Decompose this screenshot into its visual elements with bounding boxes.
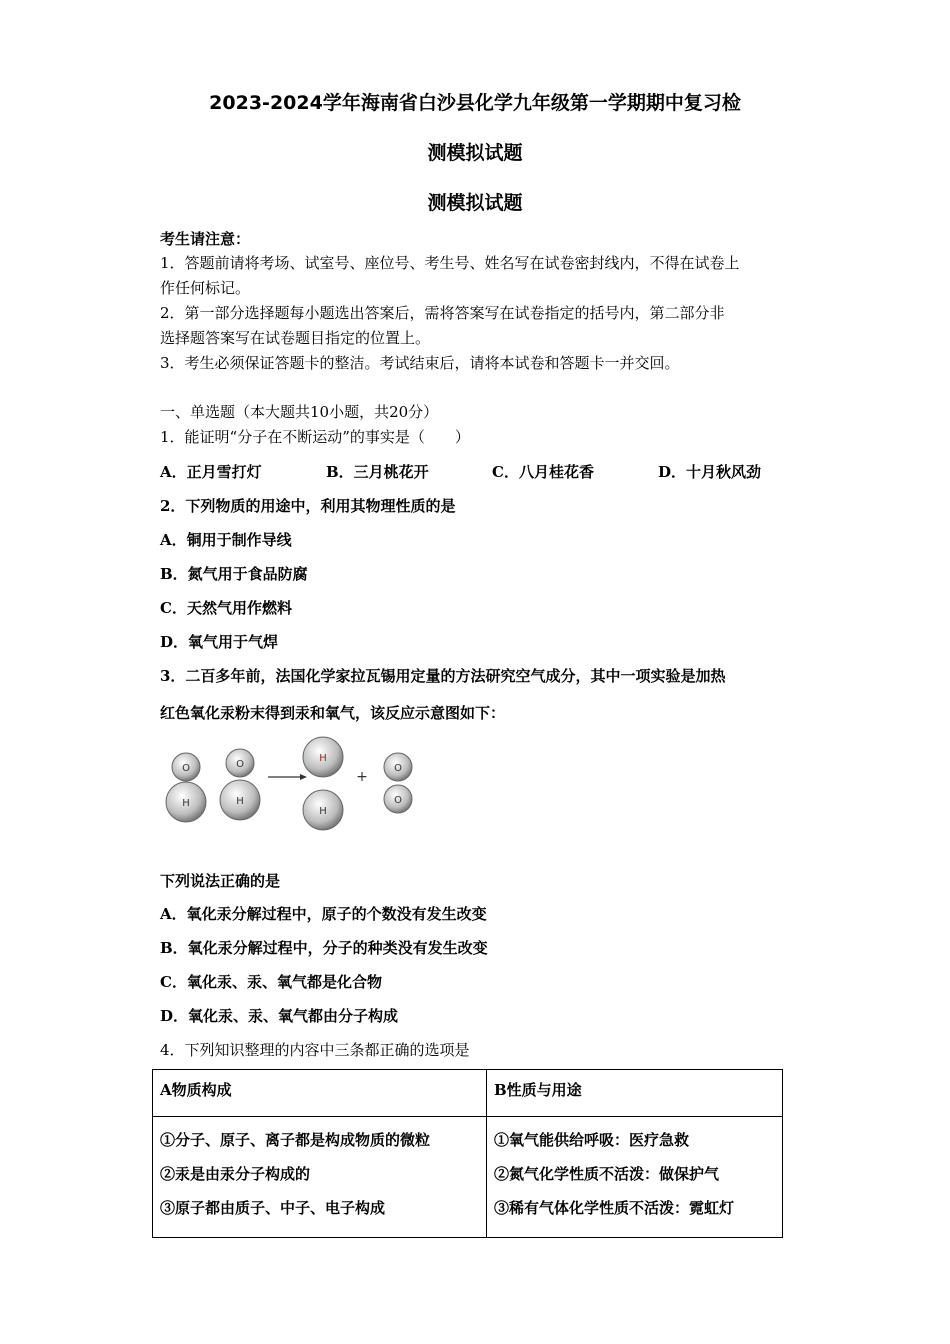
q1-option-d: D．十月秋风劲 <box>658 463 762 481</box>
q1-stem: 1．能证明“分子在不断运动”的事实是（ ） <box>160 428 470 446</box>
oxygen-atom-label: O <box>236 759 244 770</box>
page-title-continued: 测模拟试题 <box>427 142 523 164</box>
list-item: ③原子都由质子、中子、电子构成 <box>160 1199 386 1217</box>
table-header-b: B性质与用途 <box>487 1070 783 1117</box>
q3-option-b: B．氧化汞分解过程中，分子的种类没有发生改变 <box>160 939 488 957</box>
table-cell-a <box>153 1117 487 1238</box>
reaction-arrow <box>268 774 307 780</box>
list-item: ②氮气化学性质不活泼：做保护气 <box>494 1165 720 1183</box>
page-subtitle: 测模拟试题 <box>427 192 523 214</box>
mercury-atom-label: H <box>236 796 244 807</box>
q2-option-c: C．天然气用作燃料 <box>160 599 292 617</box>
q2-option-b: B．氮气用于食品防腐 <box>160 565 308 583</box>
q3-stem-cont: 红色氧化汞粉末得到汞和氧气，该反应示意图如下： <box>160 704 506 722</box>
reaction-diagram <box>160 735 420 835</box>
oxygen-atom-label: O <box>182 763 190 774</box>
q2-stem: 2．下列物质的用途中，利用其物理性质的是 <box>160 497 456 515</box>
oxygen-molecule <box>384 753 412 813</box>
q3-option-d: D．氧化汞、汞、氧气都由分子构成 <box>160 1007 399 1025</box>
notice-item-2-cont: 选择题答案写在试卷题目指定的位置上。 <box>160 329 431 347</box>
table-header-a: A物质构成 <box>153 1070 487 1117</box>
mercury-atoms <box>303 737 343 830</box>
list-item: ①氧气能供给呼吸：医疗急救 <box>494 1131 690 1149</box>
q4-stem: 4．下列知识整理的内容中三条都正确的选项是 <box>160 1041 470 1059</box>
list-item: ①分子、原子、离子都是构成物质的微粒 <box>160 1131 431 1149</box>
mercury-atom-label: H <box>319 806 327 817</box>
list-item: ②汞是由汞分子构成的 <box>160 1165 311 1183</box>
notice-item-1: 1．答题前请将考场、试室号、座位号、考生号、姓名写在试卷密封线内，不得在试卷上 <box>160 254 740 272</box>
table-cell-b <box>487 1117 783 1238</box>
q3-stem: 3．二百多年前，法国化学家拉瓦锡用定量的方法研究空气成分，其中一项实验是加热 <box>160 667 726 685</box>
notice-item-2: 2．第一部分选择题每小题选出答案后，需将答案写在试卷指定的括号内，第二部分非 <box>160 304 725 322</box>
q3-option-c: C．氧化汞、汞、氧气都是化合物 <box>160 973 382 991</box>
notice-item-3: 3．考生必须保证答题卡的整洁。考试结束后，请将本试卷和答题卡一并交回。 <box>160 354 680 372</box>
list-item: ③稀有气体化学性质不活泼：霓虹灯 <box>494 1199 735 1217</box>
notice-item-1-cont: 作任何标记。 <box>160 279 251 297</box>
mercury-atom-label: H <box>182 798 190 809</box>
section-heading: 一、单选题（本大题共10小题，共20分） <box>160 403 439 421</box>
q1-option-c: C．八月桂花香 <box>492 463 594 481</box>
q2-option-d: D．氧气用于气焊 <box>160 633 279 651</box>
mercury-atom-label: H <box>319 753 327 764</box>
q3-option-a: A．氧化汞分解过程中，原子的个数没有发生改变 <box>160 905 487 923</box>
oxygen-atom-label: O <box>394 795 402 806</box>
q1-option-b: B．三月桃花开 <box>326 463 429 481</box>
hgo-molecule-2 <box>220 749 260 820</box>
q2-option-a: A．铜用于制作导线 <box>160 531 292 549</box>
knowledge-table <box>152 1069 783 1238</box>
q3-question: 下列说法正确的是 <box>160 872 281 890</box>
page-title: 2023-2024学年海南省白沙县化学九年级第一学期期中复习检 <box>209 92 741 114</box>
plus-sign: + <box>356 769 368 785</box>
hgo-molecule-1 <box>166 753 206 822</box>
oxygen-atom-label: O <box>394 763 402 774</box>
q1-option-a: A．正月雪打灯 <box>160 463 262 481</box>
notice-heading: 考生请注意： <box>160 230 251 248</box>
